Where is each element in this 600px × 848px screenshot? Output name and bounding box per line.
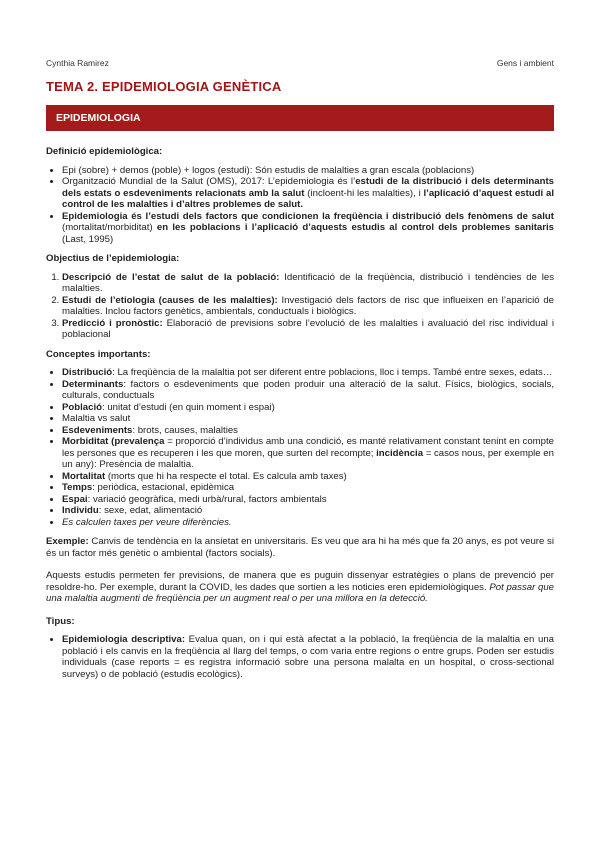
conceptes-list xyxy=(46,367,554,528)
objectius-heading: Objectius de l’epidemiologia: xyxy=(46,253,180,264)
list-item: • Epidemiologia descriptiva: Evalua quan, on i qui està afectat a la població, la freqüència de la malaltia en una població i els canvis en la freqüència al llarg del temps, o com varia entre regions o entre grups. Poden ser estudis individuals (case reports = es registra informació sobre una persona malalta en un hospital, o cross-sectional surveys) o de població (estudis ecològics). xyxy=(62,634,554,680)
list-item: • Organització Mundial de la Salut (OMS), 2017: L’epidemiologia és l’estudi de la distribució i dels determinants dels estats o esdeveniments relacionats amb la salut (incloent-hi les malalties), i l’aplicació d’aquest estudi al control de les malalties i d’altres problemes de salut. xyxy=(62,176,554,211)
list-item: • Epi (sobre) + demos (poble) + logos (estudi): Són estudis de malalties a gran escala (poblacions) xyxy=(62,165,554,177)
definicio-heading: Definició epidemiològica: xyxy=(46,146,163,157)
list-item: • Morbiditat (prevalença = proporció d’individus amb una condició, es manté relativament constant tenint en compte les persones que es recuperen i les que moren, que surten del recompte; incidència = casos nous, per exemple en un any): Presència de malaltia. xyxy=(62,436,554,471)
list-item: • Temps: periòdica, estacional, epidèmica xyxy=(62,482,554,494)
tipus-heading: Tipus: xyxy=(46,615,75,627)
list-item: 1. Descripció de l’estat de salut de la població: Identificació de la freqüència, distribució i tendències de les malalties. xyxy=(62,272,554,295)
page-header xyxy=(46,58,554,70)
definicio-list xyxy=(46,165,554,246)
tipus-list xyxy=(46,634,554,680)
author-name: Cynthia Ramirez xyxy=(46,58,109,68)
section-banner: EPIDEMIOLOGIA xyxy=(46,105,554,131)
list-item: • Esdeveniments: brots, causes, malalties xyxy=(62,425,554,437)
page-title: TEMA 2. EPIDEMIOLOGIA GENÈTICA xyxy=(46,79,282,94)
document-body xyxy=(46,146,554,688)
list-item: • Mortalitat (morts que hi ha respecte el total. Es calcula amb taxes) xyxy=(62,471,554,483)
list-item: • Espai: variació geogràfica, medi urbà/rural, factors ambientals xyxy=(62,494,554,506)
list-item: • Es calculen taxes per veure diferències. xyxy=(62,517,554,529)
objectius-list xyxy=(46,272,554,341)
list-item: • Població: unitat d’estudi (en quin moment i espai) xyxy=(62,402,554,414)
list-item: 2. Estudi de l’etiologia (causes de les malalties): Investigació dels factors de risc que influeixen en l’aparició de malalties. Inclou factors genètics, ambientals, conductuals i biològics. xyxy=(62,295,554,318)
subject-name: Gens i ambient xyxy=(496,58,554,68)
aquests-paragraph: Aquests estudis permeten fer previsions, de manera que es puguin dissenyar estratègies o plans de prevenció per resoldre-ho. Per exemple, durant la COVID, les dades que sortien a les noticies eren epidemiològiques. Pot passar que una malaltia augmenti de freqüència per un augment real o per una millora en la detecció. xyxy=(46,570,554,604)
conceptes-heading: Conceptes importants: xyxy=(46,348,151,360)
list-item: • Determinants: factors o esdeveniments que poden produir una alteració de la salut. Físics, biològics, socials, culturals, conductuals xyxy=(62,379,554,402)
exemple-paragraph: Exemple: Canvis de tendència en la ansietat en universitaris. Es veu que ara hi ha més que fa 20 anys, es pot veure si és un factor més genètic o ambiental (factors socials). xyxy=(46,536,554,559)
list-item: 3. Predicció i pronòstic: Elaboració de previsions sobre l’evolució de les malalties i avaluació del risc individual i poblacional xyxy=(62,318,554,341)
list-item: • Distribució: La freqüència de la malaltia pot ser diferent entre poblacions, lloc i temps. També entre sexes, edats… xyxy=(62,367,554,379)
list-item: • Individu: sexe, edat, alimentació xyxy=(62,505,554,517)
list-item: • Epidemiologia és l’estudi dels factors que condicionen la freqüència i distribució dels fenòmens de salut (mortalitat/morbiditat) en les poblacions i l’aplicació d’aquests estudis al control dels problemes sanitaris (Last, 1995) xyxy=(62,211,554,246)
list-item: • Malaltia vs salut xyxy=(62,413,554,425)
